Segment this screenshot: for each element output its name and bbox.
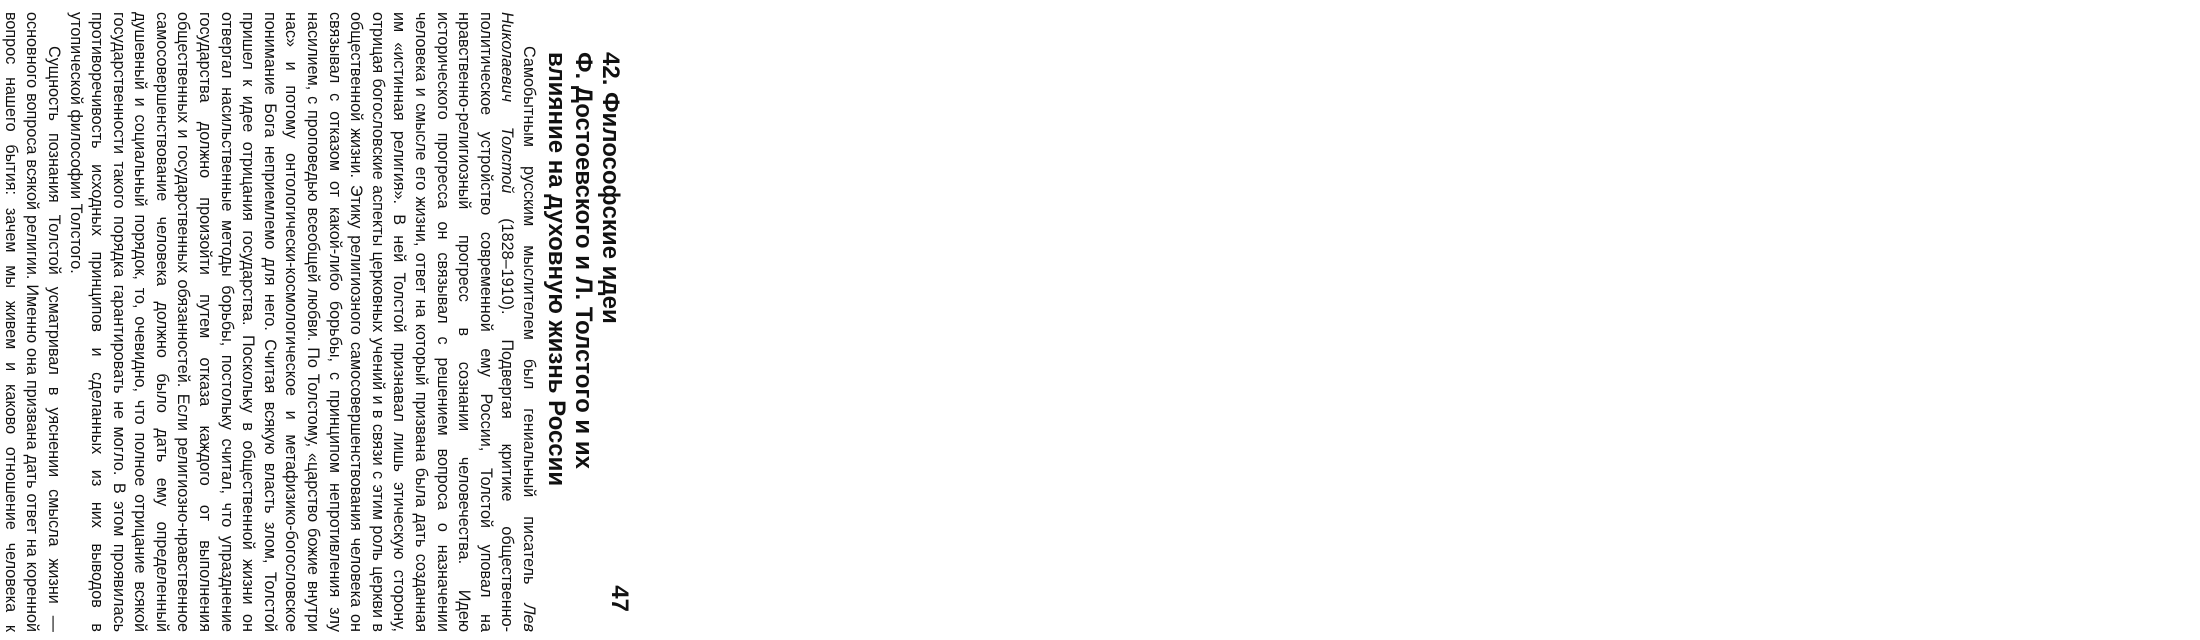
section-42-title bbox=[543, 12, 624, 632]
book-spread bbox=[0, 0, 640, 640]
section-42-paragraph-1: Самобытным русским мыслителем был гениальный писатель Лев Николаевич Толстой (1828–1910). Подвергая критике общественно-политическое устройство современной ему России, Толстой уповал на нравственно-религиозный прогресс в сознании человечества. Идею исторического прогресса он связывал с решением вопроса о назначении человека и смысле его жизни, ответ на который призвана была дать созданная им «истинная религия». В ней Толстой признавал лишь этическую сторону, отрицая богословские аспекты церковных учений и в связи с этим роль церкви в общественной жизни. Этику религиозного самосовершенствования человека он связывал с отказом от какой-либо борьбы, с принципом непротивления злу насилием, с проповедью всеобщей любви. По Толстому, «царство божие внутри нас» и потому онтологически-космологическое и метафизико-богословское понимание Бога неприемлемо для него. Считая всякую власть злом, Толстой пришел к идее отрицания государства. Поскольку в общественной жизни он отвергал насильственные методы борьбы, постольку считал, что упразднение государства должно произойти путем отказа каждого от выполнения общественных и государственных обязанностей. Если религиозно-нравственное самосовершенствование человека должно было дать ему определенный душевный и социальный порядок, то, очевидно, что полное отрицание всякой государственности такого порядка гарантировать не могло. В этом проявилась противоречивость исходных принципов и сделанных из них выводов в утопической философии Толстого. bbox=[66, 12, 538, 632]
section-42-title-line-3: влияние на духовную жизнь России bbox=[543, 52, 570, 487]
section-42-title-line-2: Ф. Достоевского и Л. Толстого и их bbox=[570, 52, 597, 469]
page-number-top: 47 bbox=[606, 585, 633, 612]
section-42-title-line-1: 42. Философские идеи bbox=[597, 52, 624, 324]
section-42-paragraph-2: Сущность познания Толстой усматривал в уяснении смысла жизни — основного вопроса всякой религии. Именно она призвана дать ответ на коренной вопрос нашего бытия: зачем мы живем и каково отношение человека к bbox=[1, 12, 63, 632]
